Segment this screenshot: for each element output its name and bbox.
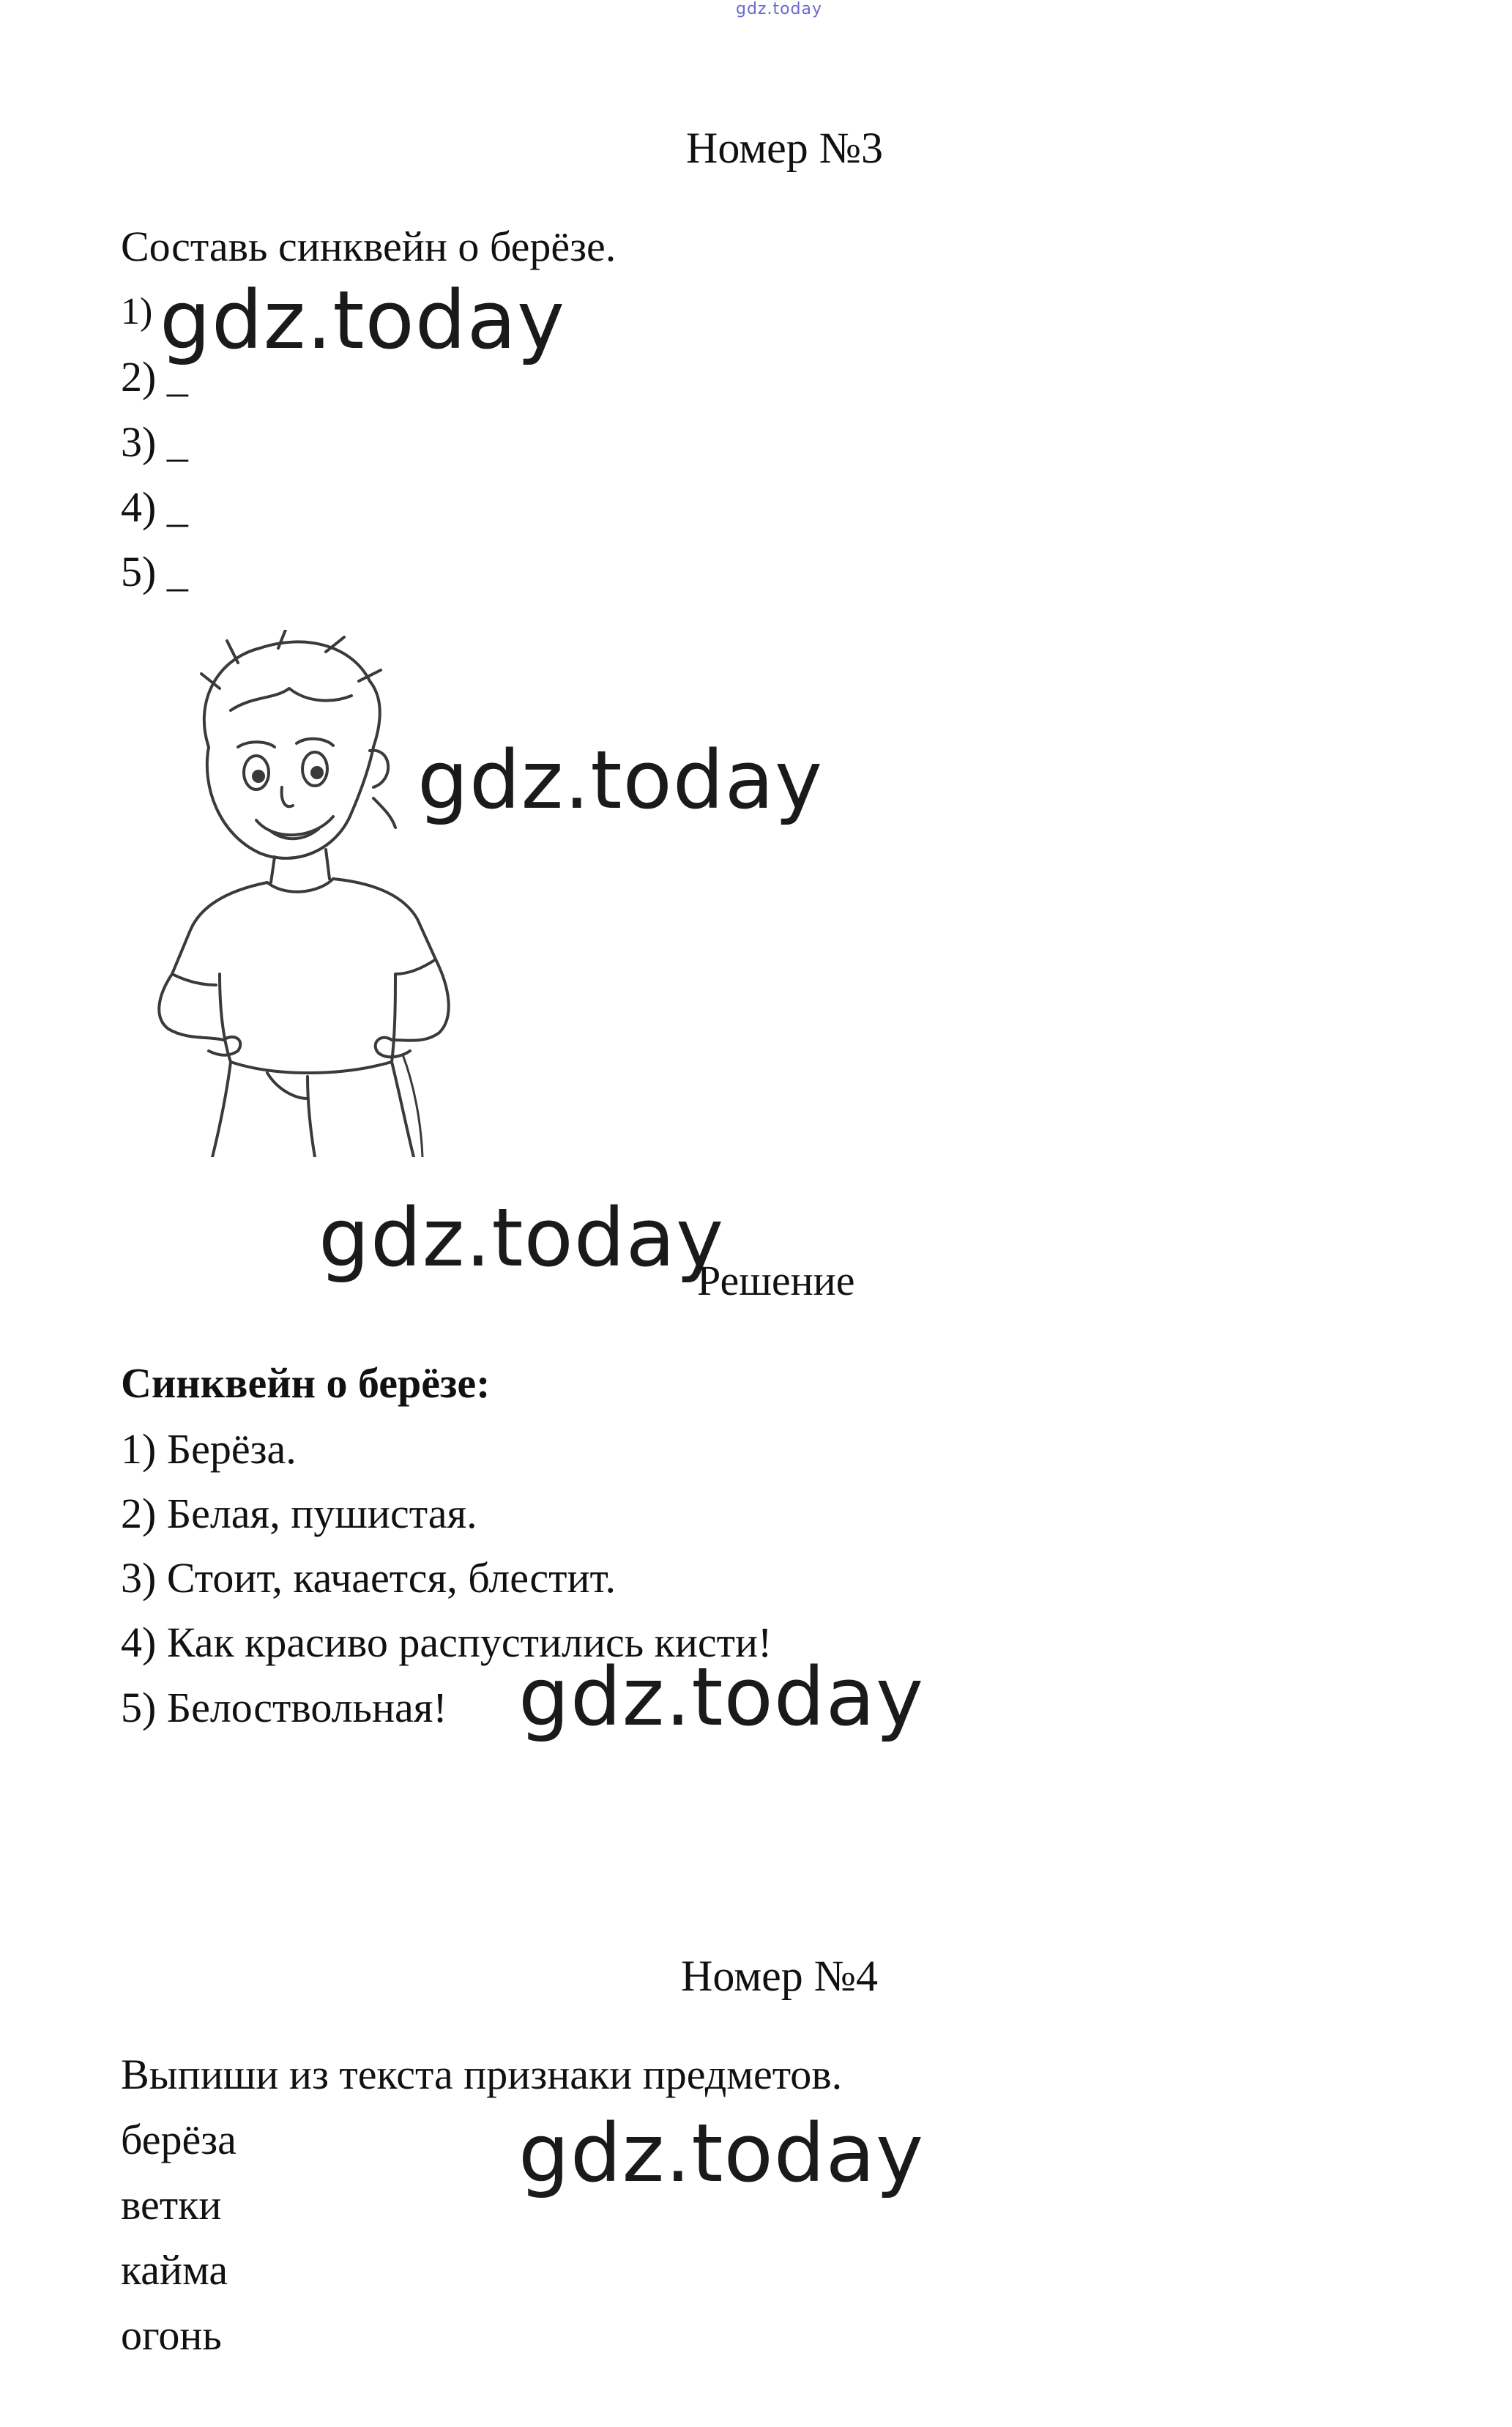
solution-line-4: 4) Как красиво распустились кисти!: [121, 1618, 772, 1666]
task4-word-2: ветки: [121, 2181, 222, 2229]
task4-word-3: кайма: [121, 2246, 228, 2294]
solution-line-2: 2) Белая, пушистая.: [121, 1490, 477, 1537]
watermark-top: gdz.today: [736, 0, 823, 18]
task3-blank-1: 1): [121, 291, 153, 332]
solution-line-1: 1) Берёза.: [121, 1425, 297, 1473]
watermark-2: gdz.today: [417, 733, 824, 827]
task3-blank-5: 5) _: [121, 548, 188, 595]
solution-heading: Синквейн о берёзе:: [121, 1359, 491, 1407]
task4-title: Номер №4: [681, 1952, 879, 2000]
task4-word-1: берёза: [121, 2116, 237, 2163]
task4-word-4: огонь: [121, 2311, 222, 2359]
watermark-1: gdz.today: [160, 273, 566, 367]
solution-line-5: 5) Белоствольная!: [121, 1684, 447, 1731]
task3-blank-3: 3) _: [121, 418, 188, 466]
task3-title: Номер №3: [686, 124, 884, 172]
task3-blank-4: 4) _: [121, 483, 188, 531]
boy-illustration-icon: [150, 630, 494, 1157]
watermark-5: gdz.today: [518, 2106, 925, 2200]
watermark-4: gdz.today: [518, 1650, 925, 1744]
task3-blank-2: 2) _: [121, 353, 188, 401]
solution-line-3: 3) Стоит, качается, блестит.: [121, 1554, 617, 1602]
task3-prompt: Составь синквейн о берёзе.: [121, 223, 617, 270]
solution-label: Решение: [697, 1257, 855, 1304]
task4-prompt: Выпиши из текста признаки предметов.: [121, 2051, 843, 2098]
watermark-3: gdz.today: [319, 1191, 725, 1285]
